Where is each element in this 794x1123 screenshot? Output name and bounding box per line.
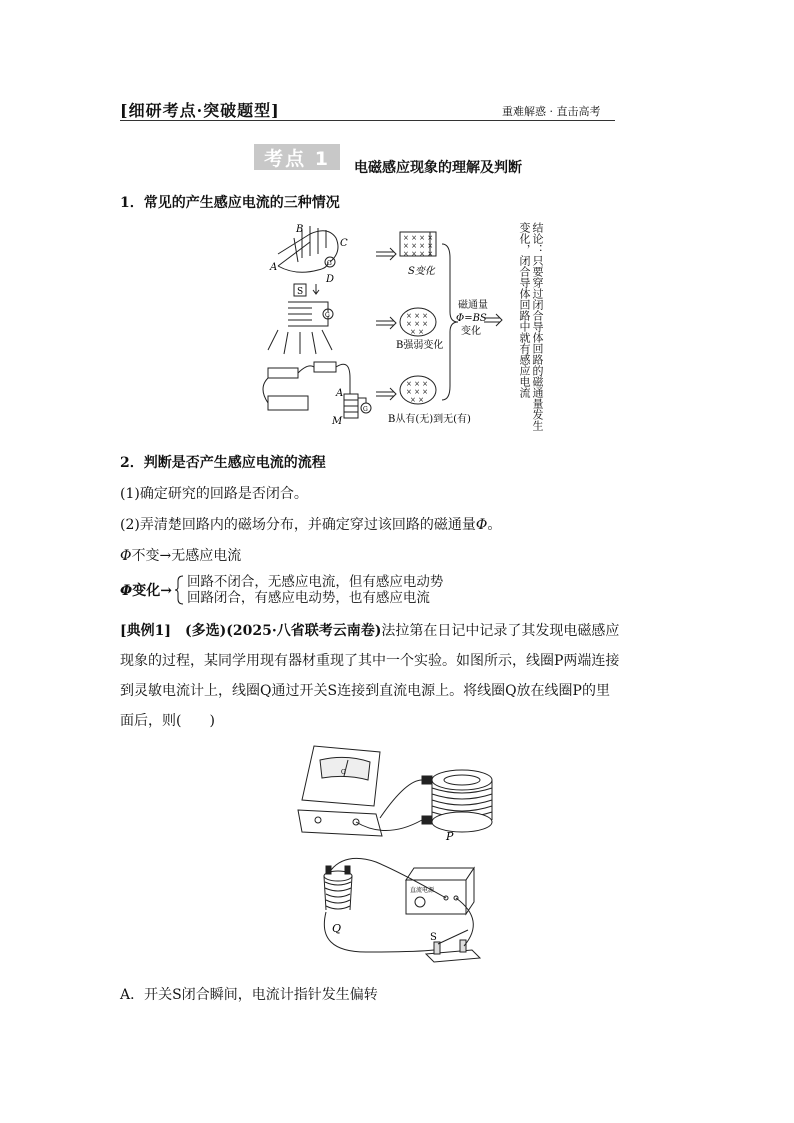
step-3: Φ不变→无感应电流 <box>120 548 242 564</box>
heading-1: 1．常见的产生感应电流的三种情况 <box>120 195 340 211</box>
figure-three-cases <box>258 218 508 430</box>
galvanometer <box>298 746 382 836</box>
case3-caption: B从有(无)到无(有) <box>388 414 471 425</box>
label-B: B <box>296 224 304 235</box>
branch-brace <box>174 575 184 605</box>
step-4-branch: Φ变化→ 回路不闭合，无感应电流，但有感应电动势 回路闭合，有感应电动势，也有感应电流 <box>120 574 444 606</box>
flux-title: 磁通量 <box>458 300 488 311</box>
label-P: P <box>446 830 454 843</box>
label-M: M <box>332 416 343 427</box>
label-D: D <box>326 274 335 285</box>
svg-text:× ×: × × <box>410 328 424 336</box>
step-1: (1)确定研究的回路是否闭合。 <box>120 486 308 502</box>
label-G3: G <box>363 406 368 413</box>
svg-text:× ×: × × <box>410 396 424 404</box>
case2-caption: B强弱变化 <box>396 340 444 351</box>
label-G2: G <box>325 312 330 319</box>
psu-label: 直流电源 <box>410 887 435 894</box>
label-A2: A <box>336 388 344 399</box>
coil-Q <box>324 866 352 910</box>
branch-closed: 回路闭合，有感应电动势，也有感应电流 <box>186 590 430 606</box>
svg-text:× × ×: × × × <box>406 312 429 320</box>
case1-caption: S变化 <box>408 266 435 277</box>
svg-text:× × ×: × × × <box>406 380 429 388</box>
case-arrows <box>376 248 396 400</box>
label-Q: Q <box>332 922 342 935</box>
example-paragraph <box>120 616 620 736</box>
label-C: C <box>340 238 348 249</box>
flux-change: 变化 <box>461 326 481 337</box>
meter-letter: G <box>341 769 346 776</box>
svg-text:× × × ×: × × × × <box>403 242 434 250</box>
header-section-label: [细研考点·突破题型] <box>120 101 280 120</box>
example-lead: [典例1] (多选)(2025·八省联考云南卷) <box>120 623 382 639</box>
svg-text:× × ×: × × × <box>406 320 429 328</box>
header-slogan: 重难解惑 · 直击高考 <box>502 105 601 118</box>
step-2: (2)弄清楚回路内的磁场分布，并确定穿过该回路的磁通量Φ。 <box>120 517 502 533</box>
heading-2: 2．判断是否产生感应电流的流程 <box>120 455 326 471</box>
example-body: 法拉第在日记中记录了其发现电磁感应现象的过程，某同学用现有器材重现了其中一个实验。如图所示，线圈P两端连接到灵敏电流计上，线圈Q通过开关S连接到直流电源上。将线圈Q放在线圈P的里面后，则( ) <box>120 623 620 729</box>
branch-open: 回路不闭合，无感应电流，但有感应电动势 <box>186 574 444 590</box>
label-S: S <box>297 287 304 297</box>
label-S-switch: S <box>430 932 437 943</box>
flux-formula: Φ=BS <box>456 313 487 324</box>
section-badge: 考点 1 <box>254 144 340 170</box>
svg-text:× × × ×: × × × × <box>403 250 434 258</box>
label-A: A <box>270 262 278 273</box>
svg-text:× × ×: × × × <box>406 388 429 396</box>
header-rule <box>120 120 615 121</box>
conclusion-text: 结论：只要穿过闭合导体回路的磁通量发生变化，闭合导体回路中就有感应电流 <box>518 222 544 431</box>
svg-text:× × × ×: × × × × <box>403 234 434 242</box>
case3-two-coil <box>263 362 371 418</box>
figure-faraday-experiment <box>296 740 500 972</box>
label-G1: G <box>327 260 332 267</box>
option-a: A．开关S闭合瞬间，电流计指针发生偏转 <box>120 987 378 1003</box>
section-title: 电磁感应现象的理解及判断 <box>354 160 522 176</box>
